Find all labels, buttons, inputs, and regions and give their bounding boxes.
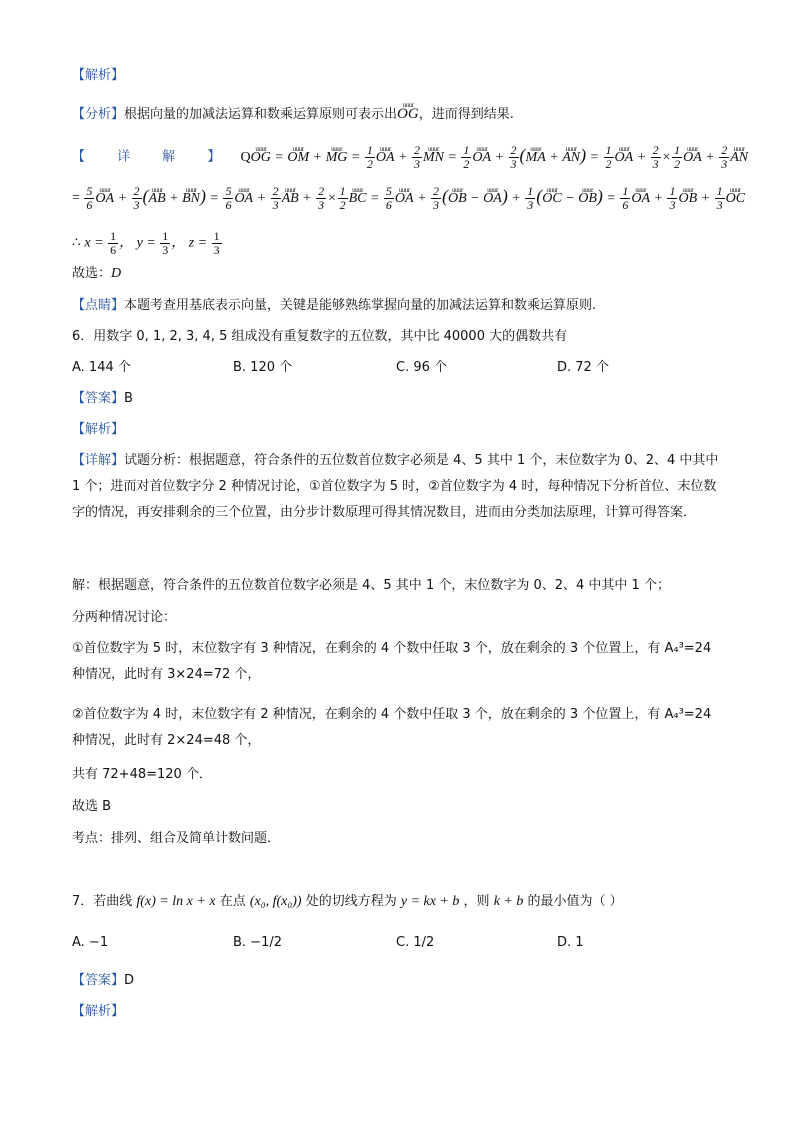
q6-solution-intro: 解：根据题意，符合条件的五位数首位数字必须是 4、5 其中 1 个，末位数字为 0、2、4 中其中 1 个； [72,578,670,593]
q6-kaodian: 考点：排列、组合及简单计数问题． [72,831,281,846]
q7-kb: k + b [493,894,524,909]
q6-total: 共有 72+48=120 个． [72,767,212,782]
q7-answer-tag: 【答案】 [72,973,125,988]
q5-analysis [72,104,514,125]
q7-stem-end: ，则 [463,894,490,909]
q7-stem-mid: 在点 [219,894,246,909]
q7-function: f(x) = ln x + x [136,894,216,909]
q7-tangent-line: y = kx + b [400,894,460,909]
q6-two-cases: 分两种情况讨论： [72,610,177,625]
q7-option-d: D. 1 [557,935,584,950]
q5-equation1: uuur OG = uuur OM + uuur MG = $\frac{1}{2}$ uuur OA + $\frac{2}{3}$ uuur MN = $\frac{1}{2}$ uuur OA + $\frac{2}{3}$ (uuur MA + uuur AN) = $\frac{1}{2}$ uuur OA + $\frac{2}{3}$ × $\frac{1}{2}$ uuur OA + $\frac{2}{3}$ uuur AN [251,150,748,165]
q7-stem [72,892,623,912]
q7-stem-num: 7．若曲线 [72,894,133,909]
q6-jiexi-tag: 【解析】 [72,422,125,437]
q7-option-a: A. −1 [72,935,109,950]
q7-point: (x₀, f(x₀)) [249,894,302,909]
q5-line2-prefix: = [72,190,80,206]
q5-fenxi-text: 根据向量的加减法运算和数乘运算原则可表示出 [124,107,398,122]
q7-stem-tail: 的最小值为（ ） [527,894,623,909]
q5-detail-line1 [72,143,749,171]
q6-answer-tag: 【答案】 [72,391,125,406]
q5-fenxi-end: ，进而得到结果. [418,107,514,122]
q5-dianjing-tag: 【点睛】 [72,298,125,313]
q5-fenxi-vector: uuur OG [397,104,419,124]
q6-analysis [72,448,727,526]
q5-line1-prefix: Q [240,149,251,165]
q7-answer [72,971,134,991]
q7-option-c: C. 1/2 [396,935,435,950]
q5-result: ∴ x = $\frac{1}{6}$ ， y = $\frac{1}{3}$ ， z = $\frac{1}{3}$ [72,229,220,257]
q5-detail-line2 [72,185,745,212]
q7-option-b: B. −1/2 [233,935,282,950]
q6-option-c: C. 96 个 [396,360,448,375]
q6-answer-value: B [124,391,133,406]
q6-stem: 6．用数字 0, 1, 2, 3, 4, 5 组成没有重复数字的五位数，其中比 40000 大的偶数共有 [72,329,568,344]
q5-jiexi-tag: 【解析】 [72,68,125,83]
q6-option-a: A. 144 个 [72,360,131,375]
q6-choose: 故选 B [72,799,112,814]
q6-option-b: B. 120 个 [233,360,293,375]
q5-dianjing [72,296,596,316]
q6-option-d: D. 72 个 [557,360,609,375]
q6-case2: ②首位数字为 4 时，末位数字有 2 种情况，在剩余的 4 个数中任取 3 个，放在剩余的 3 个位置上，有 A₄³=24 种情况，此时有 2×24=48 个， [72,707,712,748]
q5-answer-line [72,264,121,284]
q5-answer-label: 故选： [72,266,112,281]
q6-answer [72,389,133,409]
q5-answer-letter: D [111,266,122,281]
q7-answer-value: D [124,973,135,988]
q6-analysis-text: 试题分析：根据题意，符合条件的五位数首位数字必须是 4、5 其中 1 个，末位数字为 0、2、4 中其中 1 个；进而对首位数字分 2 种情况讨论，①首位数字为 5 时，②首位数字为 4 时，每种情况下分析首位、末位数字的情况，再安排剩余的三个位置，由分步计数原理可得其情况数目，进而由分类加法原理，计算可得答案． [72,453,719,520]
q5-equation2: $\frac{5}{6}$ uuur OA + $\frac{2}{3}$ (uuur AB + uuur BN) = $\frac{5}{6}$ uuur OA + $\frac{2}{3}$ uuur AB + $\frac{2}{3}$ × $\frac{1}{2}$ uuur BC = $\frac{5}{6}$ uuur OA + $\frac{2}{3}$ (uuur OB − uuur OA) + $\frac{1}{3}$ (uuur OC − uuur OB) = $\frac{1}{6}$ uuur OA + $\frac{1}{3}$ uuur OB + $\frac{1}{3}$ uuur OC [80,191,745,206]
q7-stem-mid2: 处的切线方程为 [305,894,397,909]
q5-fenxi-tag: 【分析】 [72,107,125,122]
q6-case1: ①首位数字为 5 时，末位数字有 3 种情况，在剩余的 4 个数中任取 3 个，放在剩余的 3 个位置上，有 A₄³=24 种情况，此时有 3×24=72 个， [72,641,712,682]
q6-xiangjie-tag: 【详解】 [72,453,125,468]
q7-jiexi-tag: 【解析】 [72,1004,125,1019]
q5-dianjing-text: 本题考查用基底表示向量，关键是能够熟练掌握向量的加减法运算和数乘运算原则. [124,298,597,313]
q5-xiangjie-tag: 【 详 解 】 [72,149,235,165]
